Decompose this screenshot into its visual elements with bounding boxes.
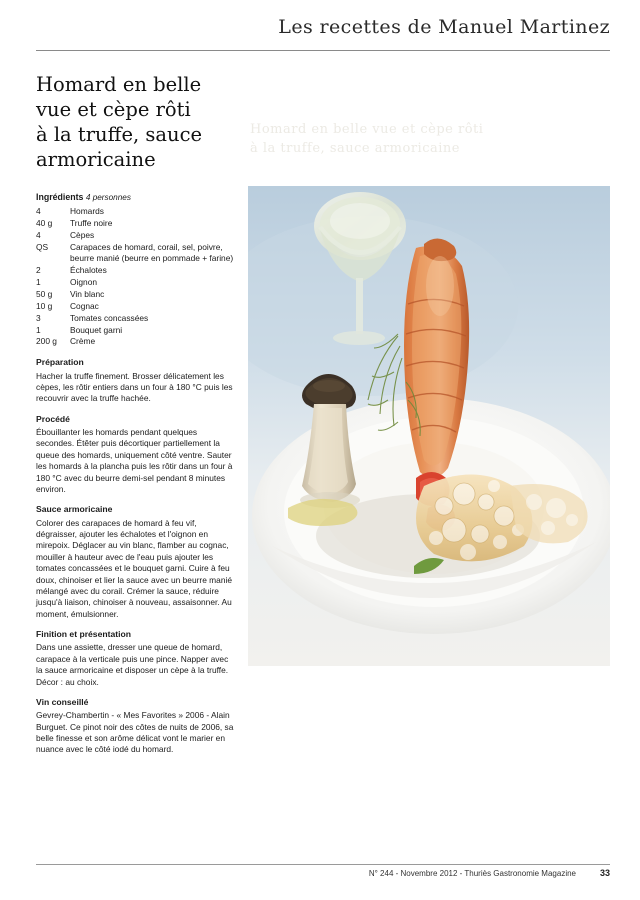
ingredient-item: Vin blanc [70, 288, 105, 299]
ingredient-qty: 50 g [36, 288, 53, 299]
ingredient-qty: 2 [36, 265, 41, 276]
table-row [36, 325, 236, 337]
ingredient-item: Truffe noire [70, 218, 113, 229]
section-text: Ébouillanter les homards pendant quelques secondes. Étêter puis décortiquer partiellement la queue des homards, uniquement côté ventre. Sauter les homards à la plancha puis les rôtir dans un four à 180 °C avec du beurre demi-sel pendant 8 minutes environ. [36, 426, 233, 494]
ingredient-qty: 1 [36, 276, 41, 287]
recipe-title-line-2: vue et cèpe rôti [36, 98, 191, 121]
footer-divider [36, 864, 610, 865]
ingredient-item: Tomates concassées [70, 312, 149, 323]
ingredient-qty: 4 [36, 206, 41, 217]
table-row [36, 230, 236, 242]
table-row [36, 218, 236, 230]
page-footer [36, 864, 610, 884]
ingredient-item: Bouquet garni [70, 324, 123, 335]
ingredient-qty: 3 [36, 312, 41, 323]
section-text: Hacher la truffe finement. Brosser délicatement les cèpes, les rôtir entiers dans un four à 180 °C puis les recouvrir avec la truffe hachée. [36, 370, 233, 404]
ingredient-qty: 200 g [36, 336, 57, 347]
ingredient-item: Échalotes [70, 265, 107, 276]
section-vin-conseille [36, 697, 236, 756]
section-text: Dans une assiette, dresser une queue de homard, carapace à la verticale puis une pince. Napper avec la sauce armoricaine et disposer un cèpe à la truffe. Décor : au choix. [36, 642, 229, 687]
ingredient-qty: 10 g [36, 300, 53, 311]
recipe-body [36, 192, 236, 756]
table-row [36, 277, 236, 289]
ingredient-qty: QS [36, 241, 49, 252]
table-row [36, 313, 236, 325]
section-heading: Finition et présentation [36, 629, 132, 640]
ingredients-label: Ingrédients [36, 192, 84, 202]
recipe-title-line-4: armoricaine [36, 148, 156, 171]
ingredients-heading [36, 192, 236, 203]
servings-label: 4 personnes [85, 193, 131, 202]
section-text: Colorer des carapaces de homard à feu vif, dégraisser, ajouter les échalotes et l'oignon en mirepoix. Déglacer au vin blanc, flamber au cognac, mouiller à hauteur avec de l'eau puis ajouter les tomates concassées et le bouquet garni. Cuire à feu doux, chinoiser et lier la sauce avec un beurre manié mélangé avec du corail. Crémer la sauce, réduire jusqu'à liaison, chinoiser à nouveau, assaisonner. Au moment, émulsionner. [36, 517, 232, 619]
header-divider [36, 50, 610, 51]
table-row [36, 289, 236, 301]
recipe-photo-image [248, 186, 610, 666]
ghost-line-1: Homard en belle vue et cèpe rôti [250, 122, 484, 137]
section-procede [36, 414, 236, 496]
section-sauce-armoricaine [36, 504, 236, 620]
ingredients-table [36, 206, 236, 348]
section-heading: Procédé [36, 413, 70, 424]
page-number: 33 [599, 868, 610, 878]
section-finition [36, 629, 236, 688]
ingredient-item: Carapaces de homard, corail, sel, poivre, beurre manié (beurre en pommade + farine) [70, 241, 234, 264]
recipe-title [36, 72, 251, 172]
ingredient-item: Cognac [70, 300, 99, 311]
ingredient-item: Crème [70, 336, 96, 347]
recipe-photo [248, 186, 610, 666]
recipe-title-line-1: Homard en belle [36, 73, 202, 96]
background-ghost-text [250, 120, 580, 158]
footer-issue-text: N° 244 - Novembre 2012 - Thuriès Gastronomie Magazine [368, 869, 576, 878]
magazine-section-title: Les recettes de Manuel Martinez [278, 16, 610, 38]
table-row [36, 265, 236, 277]
ingredient-qty: 40 g [36, 218, 53, 229]
section-heading: Sauce armoricaine [36, 504, 113, 515]
ingredient-item: Cèpes [70, 229, 95, 240]
ghost-line-2: à la truffe, sauce armoricaine [250, 141, 460, 156]
recipe-title-line-3: à la truffe, sauce [36, 123, 203, 146]
section-heading: Vin conseillé [36, 697, 89, 708]
table-row [36, 206, 236, 218]
ingredient-item: Oignon [70, 276, 98, 287]
ingredient-qty: 4 [36, 229, 41, 240]
table-row [36, 242, 236, 265]
section-heading: Préparation [36, 357, 84, 368]
section-preparation [36, 357, 236, 404]
table-row [36, 301, 236, 313]
table-row [36, 336, 236, 348]
section-text: Gevrey-Chambertin - « Mes Favorites » 2006 - Alain Burguet. Ce pinot noir des côtes de nuits de 2006, sa belle finesse et son arôme délicat vont le marier en nuance avec le côté iodé du homard. [36, 710, 234, 755]
ingredient-item: Homards [70, 206, 104, 217]
page-header [36, 16, 610, 56]
ingredient-qty: 1 [36, 324, 41, 335]
